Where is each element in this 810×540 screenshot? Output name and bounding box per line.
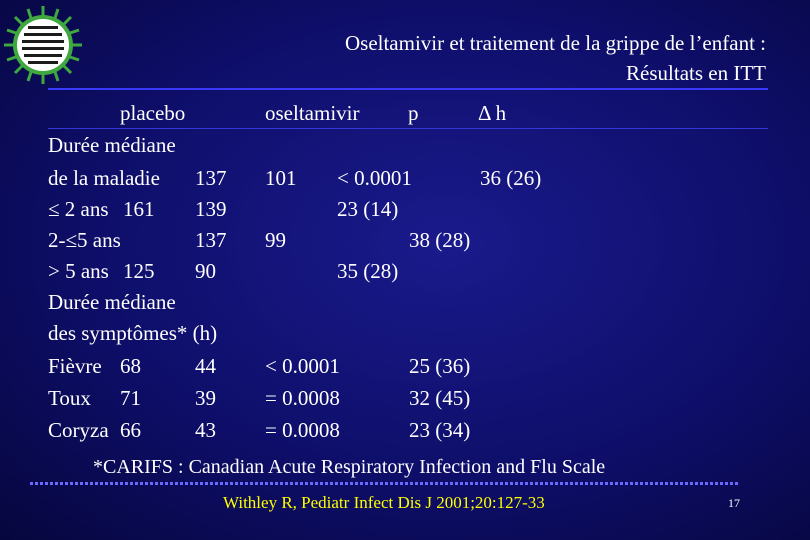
cell-n: 125: [123, 259, 155, 283]
title-line-1: Oseltamivir et traitement de la grippe de l’enfant :: [344, 31, 766, 55]
cell-p: = 0.0008: [265, 418, 340, 442]
footnote: *CARIFS : Canadian Acute Respiratory Infection and Flu Scale: [93, 456, 606, 478]
col-header-placebo: placebo: [120, 101, 186, 125]
row-label: > 5 ans: [48, 259, 109, 283]
row-label: ≤ 2 ans: [48, 197, 109, 221]
page-number: 17: [728, 496, 740, 510]
footer-divider: [30, 482, 740, 485]
cell-n: 66: [120, 418, 141, 442]
cell-placebo: 137: [195, 228, 227, 252]
virus-icon: [2, 4, 84, 86]
cell-placebo: 44: [195, 354, 216, 378]
cell-n: 68: [120, 354, 141, 378]
cell-placebo: 137: [195, 166, 227, 190]
cell-p: < 0.0001: [265, 354, 340, 378]
cell-n: 161: [123, 197, 155, 221]
cell-placebo: 139: [195, 197, 227, 221]
cell-delta: 25 (36): [409, 354, 471, 378]
slide-title: [345, 28, 766, 88]
row-label: Toux: [48, 386, 91, 410]
cell-delta: 23 (14): [337, 197, 399, 221]
cell-placebo: 39: [195, 386, 216, 410]
cell-p: = 0.0008: [265, 386, 340, 410]
section-label: Durée médiane: [48, 133, 176, 157]
col-header-delta: Δ h: [478, 101, 507, 125]
cell-oseltamivir: 101: [265, 166, 297, 190]
row-label: Fièvre: [48, 354, 102, 378]
row-label: de la maladie: [48, 166, 160, 190]
col-header-oseltamivir: oseltamivir: [265, 101, 360, 125]
cell-p: < 0.0001: [337, 166, 412, 190]
citation: Withley R, Pediatr Infect Dis J 2001;20:127-33: [223, 493, 545, 512]
section-label: des symptômes* (h): [48, 321, 218, 345]
col-header-p: p: [408, 101, 419, 125]
cell-placebo: 43: [195, 418, 216, 442]
cell-n: 71: [120, 386, 141, 410]
cell-oseltamivir: 99: [265, 228, 286, 252]
cell-delta: 35 (28): [337, 259, 399, 283]
cell-delta: 38 (28): [409, 228, 471, 252]
cell-placebo: 90: [195, 259, 216, 283]
title-divider: [48, 88, 768, 90]
title-line-2: Résultats en ITT: [626, 61, 766, 85]
section-label: Durée médiane: [48, 290, 176, 314]
header-divider: [48, 128, 768, 129]
cell-delta: 36 (26): [480, 166, 542, 190]
row-label: 2-≤5 ans: [48, 228, 121, 252]
cell-delta: 32 (45): [409, 386, 471, 410]
cell-delta: 23 (34): [409, 418, 471, 442]
row-label: Coryza: [48, 418, 109, 442]
